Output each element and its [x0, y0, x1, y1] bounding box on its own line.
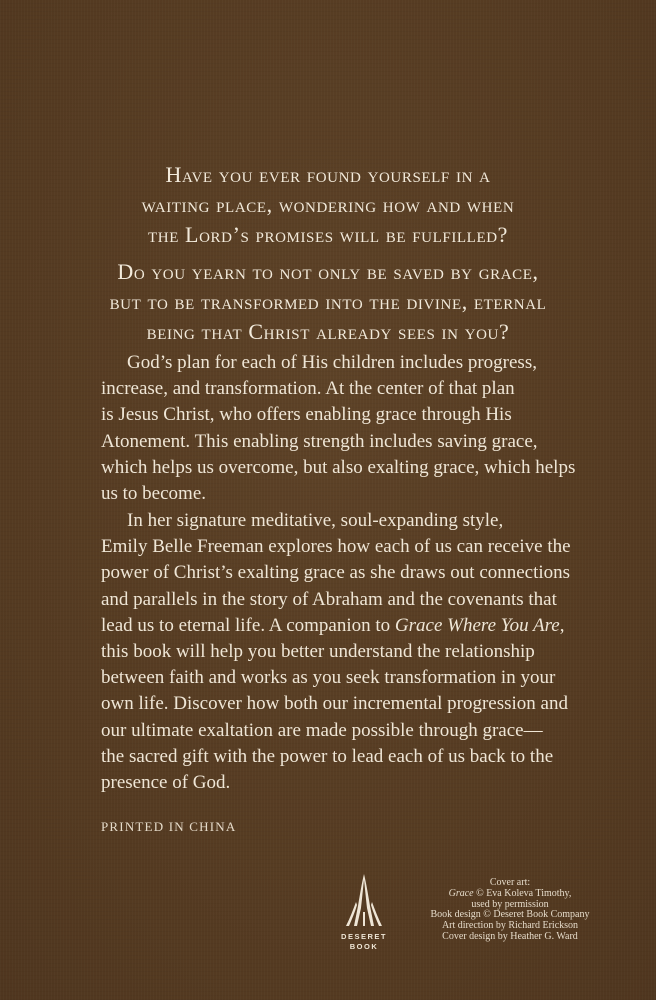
- cover-credits: [408, 878, 612, 943]
- paragraph-line: increase, and transformation. At the center of that plan: [101, 378, 515, 400]
- paragraph-line: our ultimate exaltation are made possible through grace—: [101, 719, 543, 741]
- headline-line: Do you yearn to not only be saved by grace,: [117, 259, 539, 284]
- headline-line: Have you ever found yourself in a: [165, 162, 491, 187]
- headline-line: but to be transformed into the divine, eternal: [109, 289, 547, 314]
- publisher-name-line-2: BOOK: [349, 942, 379, 951]
- book-design-line: Book design © Deseret Book Company: [430, 909, 590, 921]
- cover-art-label: Cover art:: [489, 877, 531, 888]
- paragraph-line: the sacred gift with the power to lead each of us back to the: [101, 745, 554, 767]
- printed-in-notice: PRINTED IN CHINA: [101, 819, 237, 834]
- paragraph-line: is Jesus Christ, who offers enabling grace through His: [101, 404, 512, 426]
- paragraph-line: Atonement. This enabling strength includes saving grace,: [101, 430, 538, 452]
- companion-suffix: ,: [559, 614, 565, 636]
- artwork-credit: © Eva Koleva Timothy,: [473, 887, 572, 899]
- headline-line: being that Christ already sees in you?: [146, 319, 510, 344]
- deseret-book-icon: [344, 872, 384, 928]
- art-direction-line: Art direction by Richard Erickson: [441, 920, 579, 932]
- companion-prefix: lead us to eternal life. A companion to: [101, 614, 395, 636]
- paragraph-line: us to become.: [101, 483, 207, 505]
- paragraph-line: own life. Discover how both our incremental progression and: [101, 693, 568, 715]
- paragraph-line: this book will help you better understand the relationship: [101, 641, 535, 663]
- paragraph-line: presence of God.: [101, 772, 231, 794]
- permission-line: used by permission: [471, 898, 549, 910]
- paragraph-line: In her signature meditative, soul-expanding style,: [127, 510, 504, 531]
- companion-book-title: Grace Where You Are: [394, 614, 560, 636]
- artwork-title: Grace: [448, 887, 474, 899]
- paragraph-line: which helps us overcome, but also exalting grace, which helps: [101, 456, 576, 478]
- paragraph-line-companion: [101, 613, 565, 639]
- description-paragraph-2: [101, 508, 571, 796]
- publisher-logo: [334, 872, 394, 972]
- description-paragraph-1: [101, 350, 576, 507]
- headline-question-1: [80, 160, 576, 250]
- paragraph-line: God’s plan for each of His children includes progress,: [127, 352, 537, 373]
- headline-line: the Lord’s promises will be fulfilled?: [148, 222, 508, 247]
- cover-design-line: Cover design by Heather G. Ward: [442, 930, 578, 942]
- artwork-credit-line: [408, 889, 612, 900]
- headline-line: waiting place, wondering how and when: [141, 192, 515, 217]
- paragraph-line: between faith and works as you seek transformation in your: [101, 667, 556, 689]
- paragraph-line: and parallels in the story of Abraham and the covenants that: [101, 588, 557, 610]
- paragraph-line: power of Christ’s exalting grace as she draws out connections: [101, 562, 571, 584]
- publisher-name-line-1: DESERET: [341, 932, 387, 941]
- paragraph-line: Emily Belle Freeman explores how each of us can receive the: [101, 536, 571, 558]
- headline-question-2: [80, 257, 576, 347]
